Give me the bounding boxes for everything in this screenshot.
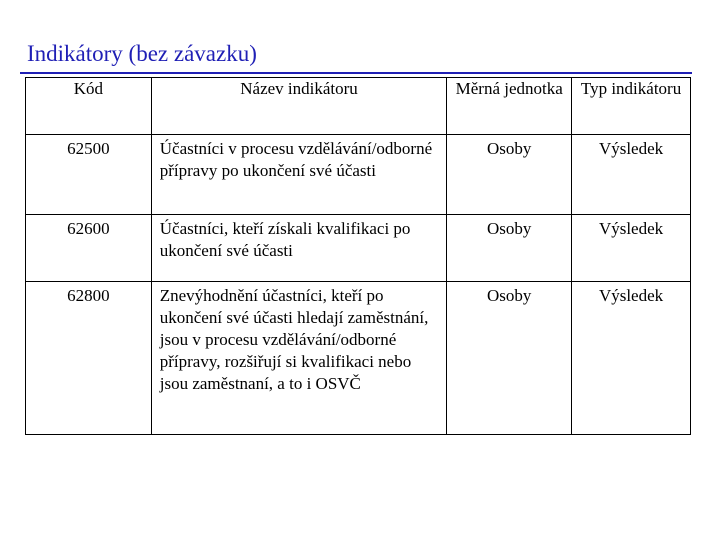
cell-name: Účastníci, kteří získali kvalifikaci po ukončení své účasti: [151, 215, 447, 282]
cell-unit: Osoby: [447, 215, 572, 282]
cell-type: Výsledek: [572, 135, 691, 215]
cell-code: 62600: [26, 215, 152, 282]
header-unit: Měrná jednotka: [447, 78, 572, 135]
cell-unit: Osoby: [447, 135, 572, 215]
table-row: [26, 215, 691, 282]
cell-code: 62500: [26, 135, 152, 215]
table-row: [26, 135, 691, 215]
header-code: Kód: [26, 78, 152, 135]
header-name: Název indikátoru: [151, 78, 447, 135]
cell-unit: Osoby: [447, 282, 572, 435]
indicators-table: [25, 77, 691, 435]
cell-type: Výsledek: [572, 215, 691, 282]
table-header-row: [26, 78, 691, 135]
page-title: Indikátory (bez závazku): [27, 41, 257, 66]
cell-type: Výsledek: [572, 282, 691, 435]
header-type: Typ indikátoru: [572, 78, 691, 135]
table-row: [26, 282, 691, 435]
cell-name: Účastníci v procesu vzdělávání/odborné přípravy po ukončení své účasti: [151, 135, 447, 215]
cell-name: Znevýhodnění účastníci, kteří po ukončení své účasti hledají zaměstnání, jsou v procesu vzdělávání/odborné přípravy, rozšiřují si kvalifikaci nebo jsou zaměstnaní, a to i OSVČ: [151, 282, 447, 435]
title-divider: [20, 72, 692, 74]
cell-code: 62800: [26, 282, 152, 435]
